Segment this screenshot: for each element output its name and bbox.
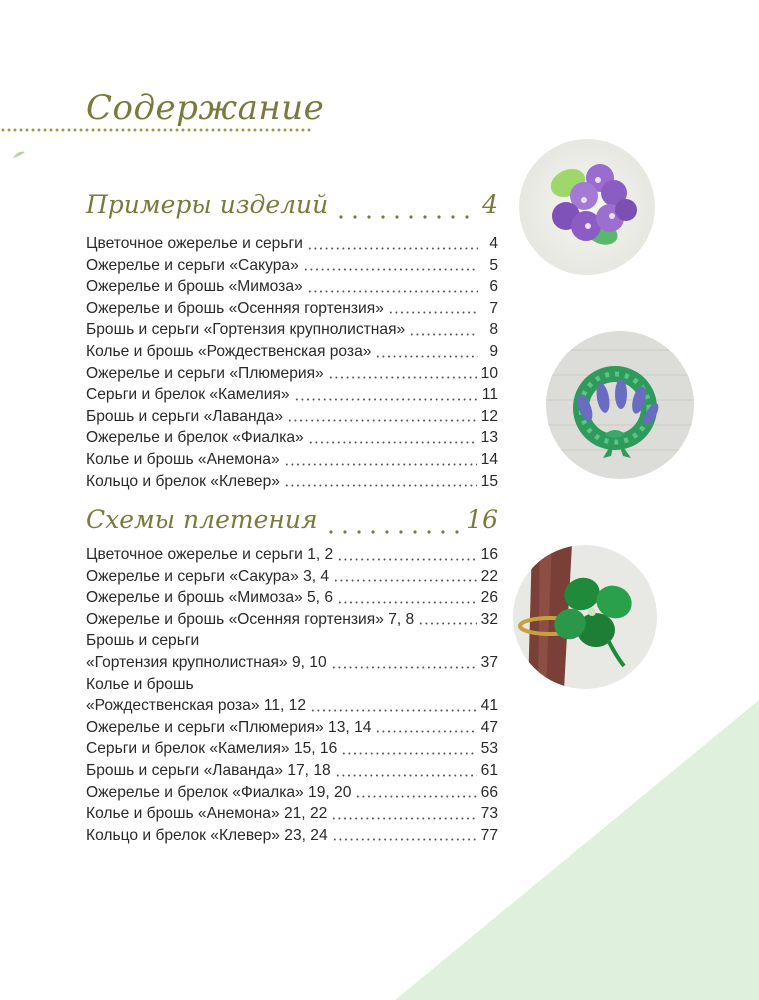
toc-entry-page: 32 (480, 610, 498, 628)
toc-entry-title: Брошь и серьги (86, 632, 200, 650)
toc-entry-leader (341, 752, 476, 755)
section-heading-leader (324, 530, 461, 534)
toc-entry-page: 14 (480, 450, 498, 468)
toc-entry-leader (335, 774, 477, 777)
toc-entry-leader (294, 398, 478, 401)
toc-entry[interactable] (86, 630, 498, 652)
toc-entry-leader (310, 709, 477, 712)
toc-entry-page: 13 (480, 429, 498, 447)
toc-entry-title: Брошь и серьги «Лаванда» 17, 18 (86, 761, 331, 779)
toc-entry-page: 77 (480, 826, 498, 844)
toc-entry-page: 6 (489, 278, 498, 296)
toc-entry-leader (303, 268, 478, 271)
section-heading-page: 16 (466, 505, 498, 534)
toc-entry-leader (284, 484, 477, 487)
page-title: Содержание (86, 88, 325, 128)
toc-entry-page: 16 (480, 546, 498, 563)
toc-entry-page: 22 (480, 567, 498, 585)
toc-entry-leader (355, 795, 476, 798)
toc-entry[interactable] (86, 406, 498, 428)
clover-ring-photo (512, 544, 658, 690)
toc-entry[interactable] (86, 652, 498, 674)
toc-entry-page: 11 (481, 386, 498, 404)
toc-entry-page: 73 (480, 805, 498, 823)
toc-entry-leader (375, 355, 478, 358)
toc-entry-leader (409, 333, 478, 336)
toc-entry-title: «Гортензия крупнолистная» 9, 10 (86, 653, 327, 671)
toc-entry-title: Ожерелье и серьги «Сакура» (86, 256, 299, 274)
toc-entry[interactable] (86, 341, 498, 363)
toc-entry-leader (328, 376, 477, 379)
toc-entry-page: 8 (489, 321, 498, 339)
toc-entry[interactable] (86, 449, 498, 471)
toc-entry[interactable] (86, 587, 498, 609)
toc-entry-page: 61 (480, 761, 498, 779)
toc-entry-leader (308, 441, 477, 444)
toc-entry-page: 9 (489, 342, 498, 360)
toc-entry-title: Ожерелье и брелок «Фиалка» 19, 20 (86, 783, 352, 801)
toc-entry-leader (418, 622, 476, 625)
toc-entry[interactable] (86, 695, 498, 717)
toc-entry-title: Колье и брошь «Анемона» 21, 22 (86, 805, 328, 823)
toc-entry-page: 37 (480, 653, 498, 671)
toc-entry-title: Брошь и серьги «Гортензия крупнолистная» (86, 321, 406, 339)
toc-entry-leader (388, 311, 478, 314)
toc-entry[interactable] (86, 255, 498, 277)
toc-entry-leader (331, 817, 476, 820)
toc-entry-leader (284, 463, 477, 466)
toc-entry-title: Колье и брошь «Анемона» (86, 450, 280, 468)
toc-entry-leader (307, 290, 478, 293)
toc-entry-title: Ожерелье и серьги «Плюмерия» (86, 364, 324, 382)
toc-entry-title: Цветочное ожерелье и серьги (86, 235, 303, 252)
toc-list-schemes (86, 544, 498, 846)
toc-entry[interactable] (86, 544, 498, 566)
violet-brooch-photo (518, 138, 656, 276)
toc-entry[interactable] (86, 363, 498, 385)
toc-entry-leader (337, 601, 477, 604)
toc-entry-leader (307, 247, 478, 250)
toc-entry-title: Ожерелье и брошь «Осенняя гортензия» (86, 299, 384, 317)
toc-entry-page: 47 (480, 718, 498, 736)
toc-entry-title: Кольцо и брелок «Клевер» 23, 24 (86, 826, 328, 844)
toc-entry-title: Кольцо и брелок «Клевер» (86, 472, 280, 490)
toc-entry-title: «Рождественская роза» 11, 12 (86, 697, 307, 715)
toc-entry-page: 7 (489, 299, 498, 317)
toc-entry-title: Ожерелье и серьги «Сакура» 3, 4 (86, 567, 330, 585)
toc-entry-title: Ожерелье и брошь «Мимоза» (86, 278, 303, 296)
toc-entry-leader (332, 838, 477, 841)
toc-entry[interactable] (86, 319, 498, 341)
toc-entry-page: 4 (489, 235, 498, 252)
toc-entry-title: Брошь и серьги «Лаванда» (86, 407, 284, 425)
section-heading-label: Примеры изделий (86, 190, 329, 219)
section-heading[interactable] (86, 190, 498, 228)
section-heading[interactable] (86, 505, 498, 543)
section-heading-label: Схемы плетения (86, 505, 318, 534)
toc-entry-page: 66 (480, 783, 498, 801)
toc-entry[interactable] (86, 298, 498, 320)
toc-entry[interactable] (86, 738, 498, 760)
toc-entry-title: Ожерелье и серьги «Плюмерия» 13, 14 (86, 718, 372, 736)
toc-entry[interactable] (86, 803, 498, 825)
toc-entry[interactable] (86, 471, 498, 493)
toc-entry-leader (331, 666, 477, 669)
toc-entry-title: Серьги и брелок «Камелия» (86, 386, 290, 404)
toc-entry-title: Ожерелье и брелок «Фиалка» (86, 429, 304, 447)
toc-entry[interactable] (86, 609, 498, 631)
toc-entry[interactable] (86, 782, 498, 804)
toc-entry-page: 26 (480, 589, 498, 607)
leaf-ornament-icon (12, 150, 26, 160)
toc-entry-page: 5 (489, 256, 498, 274)
toc-entry-leader (333, 579, 477, 582)
section-examples (86, 190, 498, 492)
toc-entry-title: Серьги и брелок «Камелия» 15, 16 (86, 740, 338, 758)
toc-entry[interactable] (86, 276, 498, 298)
toc-entry-leader (287, 419, 477, 422)
toc-entry-title: Колье и брошь (86, 675, 194, 693)
toc-entry[interactable] (86, 566, 498, 588)
toc-entry[interactable] (86, 233, 498, 255)
section-heading-page: 4 (482, 190, 498, 219)
toc-entry-title: Цветочное ожерелье и серьги 1, 2 (86, 546, 334, 563)
toc-entry-page: 41 (480, 697, 498, 715)
toc-entry[interactable] (86, 825, 498, 847)
toc-entry[interactable] (86, 427, 498, 449)
section-heading-leader (334, 215, 476, 219)
toc-entry-page: 12 (480, 407, 498, 425)
lavender-wreath-photo (545, 330, 695, 480)
toc-entry-leader (375, 730, 476, 733)
toc-entry-leader (337, 558, 476, 561)
toc-entry-page: 15 (480, 472, 498, 490)
toc-entry-page: 53 (480, 740, 498, 758)
toc-entry[interactable] (86, 760, 498, 782)
toc-entry-title: Ожерелье и брошь «Мимоза» 5, 6 (86, 589, 334, 607)
toc-entry[interactable] (86, 674, 498, 696)
toc-entry[interactable] (86, 717, 498, 739)
toc-entry-title: Ожерелье и брошь «Осенняя гортензия» 7, 8 (86, 610, 415, 628)
section-schemes (86, 505, 498, 846)
title-dotted-rule (0, 128, 312, 132)
toc-entry[interactable] (86, 384, 498, 406)
toc-list-examples (86, 233, 498, 492)
toc-entry-title: Колье и брошь «Рождественская роза» (86, 342, 372, 360)
toc-entry-page: 10 (480, 364, 498, 382)
